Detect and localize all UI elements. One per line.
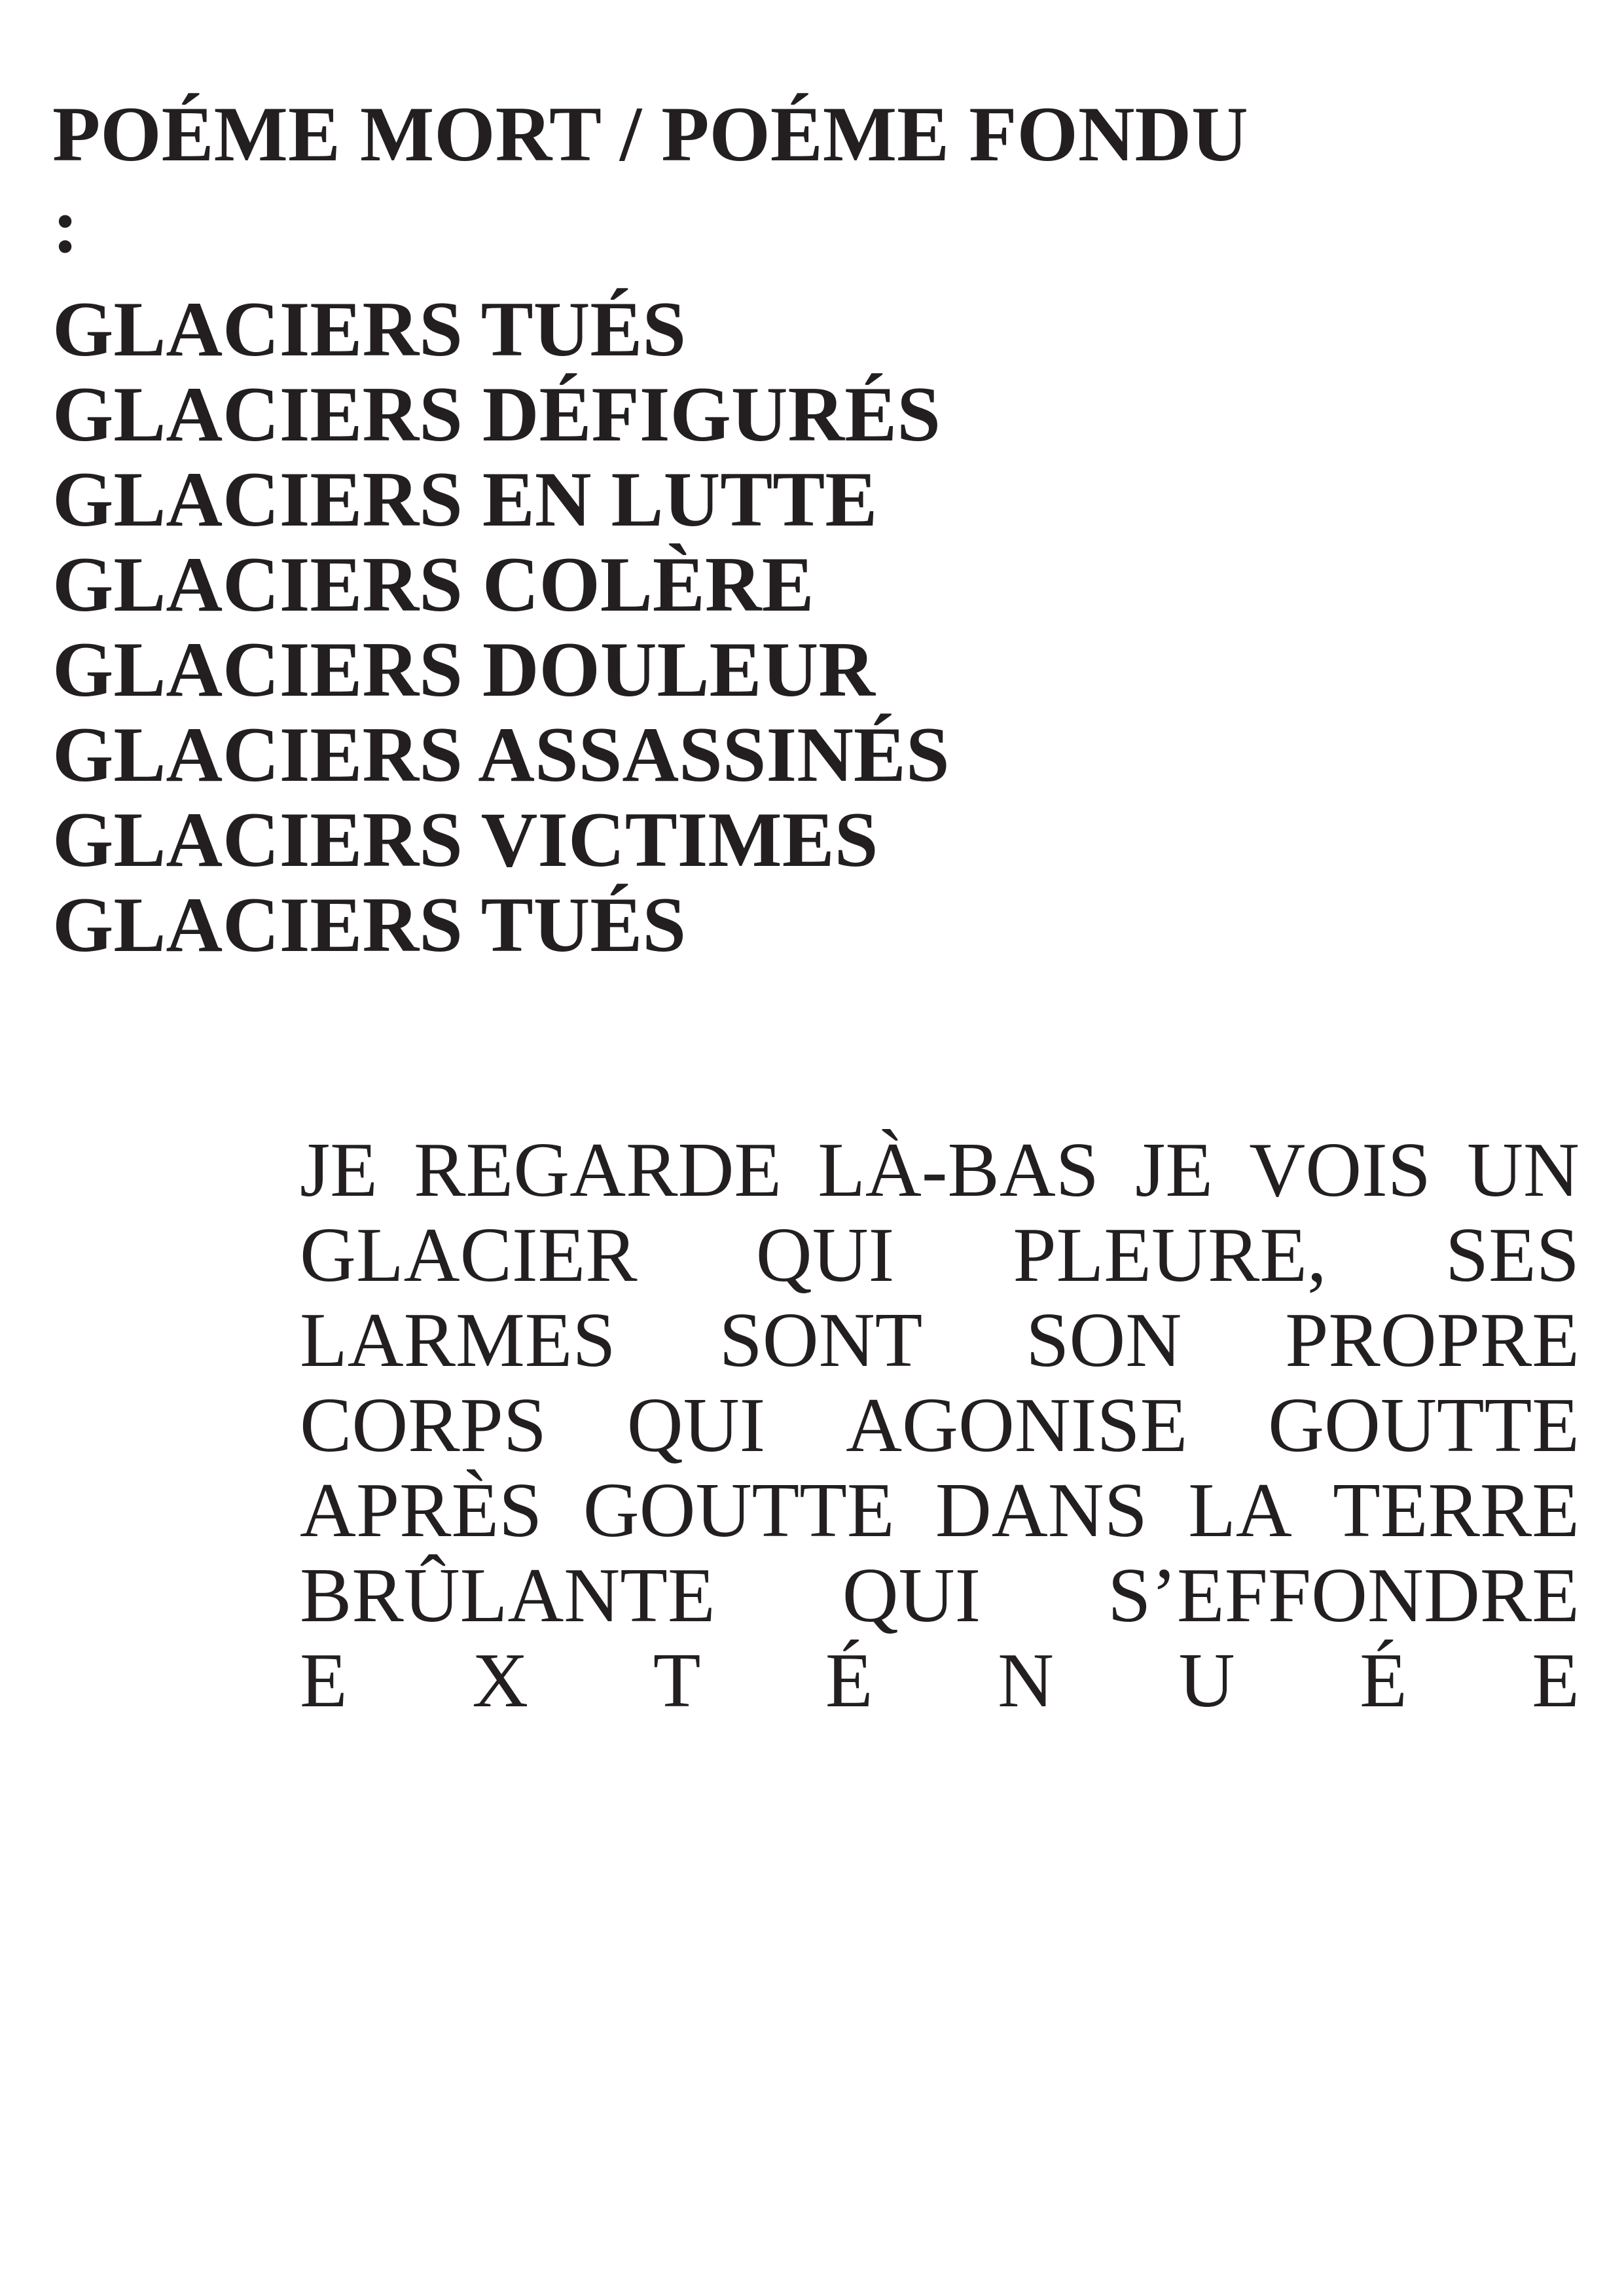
prose-word: BRÛLANTE (300, 1552, 715, 1638)
prose-line (300, 1638, 1579, 1723)
glacier-line: GLACIERS COLÈRE (52, 541, 814, 628)
title-colon: : (52, 182, 79, 269)
prose-word: AGONISE (846, 1382, 1188, 1468)
prose-word: VOIS (1249, 1126, 1431, 1213)
prose-word: REGARDE (414, 1126, 782, 1213)
prose-word: PROPRE (1285, 1297, 1579, 1383)
prose-word: X (472, 1637, 529, 1723)
prose-word: LA (1188, 1467, 1292, 1553)
prose-word: CORPS (300, 1382, 547, 1468)
glacier-line: GLACIERS VICTIMES (52, 796, 878, 883)
prose-word: T (653, 1637, 701, 1723)
prose-word: DANS (935, 1467, 1147, 1553)
glacier-line: GLACIERS DOULEUR (52, 626, 875, 713)
poem-title: POÉME MORT / POÉME FONDU (52, 90, 1248, 177)
prose-word: APRÈS (300, 1467, 543, 1553)
prose-line (300, 1382, 1579, 1467)
glacier-line: GLACIERS ASSASSINÉS (52, 711, 950, 798)
prose-word: QUI (842, 1552, 981, 1638)
glaciers-list (52, 287, 950, 967)
prose-word: GLACIER (300, 1211, 638, 1298)
prose-word: SES (1445, 1211, 1579, 1298)
prose-word: É (825, 1637, 873, 1723)
prose-word: JE (300, 1126, 378, 1213)
prose-word: SON (1026, 1297, 1182, 1383)
prose-word: E (300, 1637, 348, 1723)
poem-prose (300, 1127, 1579, 1723)
prose-word: S’EFFONDRE (1108, 1552, 1579, 1638)
prose-word: U (1178, 1637, 1235, 1723)
prose-word: E (1532, 1637, 1579, 1723)
prose-line (300, 1467, 1579, 1552)
prose-word: LARMES (300, 1297, 616, 1383)
glacier-line: GLACIERS TUÉS (52, 881, 687, 968)
prose-word: LÀ-BAS (818, 1126, 1099, 1213)
prose-word: UN (1467, 1126, 1579, 1213)
glacier-line: GLACIERS EN LUTTE (52, 456, 878, 543)
prose-word: JE (1135, 1126, 1214, 1213)
prose-word: GOUTTE (1268, 1382, 1579, 1468)
glacier-line: GLACIERS DÉFIGURÉS (52, 370, 941, 457)
prose-word: QUI (626, 1382, 766, 1468)
glacier-line: GLACIERS TUÉS (52, 285, 687, 372)
prose-word: É (1360, 1637, 1407, 1723)
prose-word: N (998, 1637, 1055, 1723)
prose-line (300, 1212, 1579, 1297)
prose-word: SONT (719, 1297, 923, 1383)
prose-line (300, 1297, 1579, 1382)
prose-line (300, 1127, 1579, 1212)
prose-word: PLEURE, (1013, 1211, 1327, 1298)
prose-word: QUI (755, 1211, 895, 1298)
prose-word: TERRE (1333, 1467, 1579, 1553)
prose-line (300, 1552, 1579, 1638)
prose-word: GOUTTE (583, 1467, 895, 1553)
